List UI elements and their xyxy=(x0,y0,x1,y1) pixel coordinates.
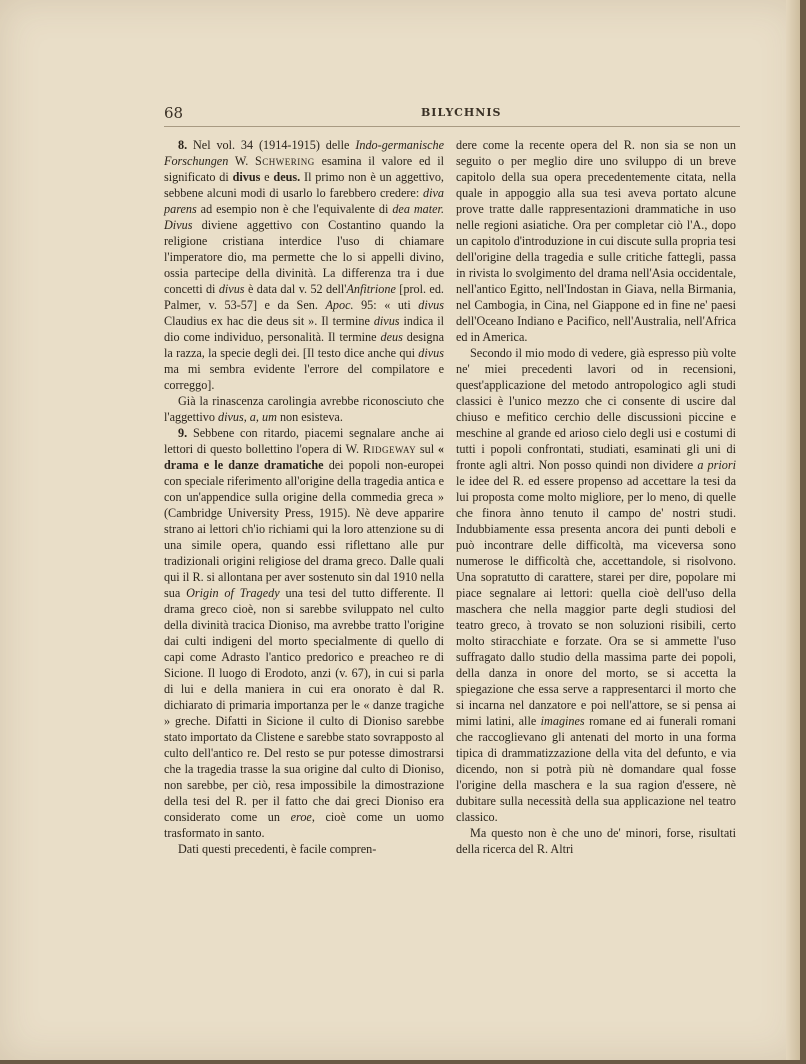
text-run: divus xyxy=(373,314,400,328)
text-run: Schwering xyxy=(255,154,315,168)
text-run: e xyxy=(260,170,274,184)
text-run: a priori xyxy=(697,458,736,472)
text-run: diva parens xyxy=(164,186,444,216)
paragraph xyxy=(164,393,444,425)
text-run: indica il dio come individuo, personalità. Il termine xyxy=(164,314,444,344)
page-header xyxy=(164,104,740,127)
text-run: le idee del R. ed essere propenso ad accettare la tesi da lui proposta come molto migliore, per lo meno, di quelle che finora ànno tenuto il campo de' nostri studi. Indubbiamente essa presenta ancora dei punti deboli e può incontrare delle difficoltà, ma viceversa sono numerose le difficoltà che, accettandole, si risolvono. Una sopratutto di carattere, starei per dire, popolare mi piace segnalare ai lettori: quella cioè dell'uso della maschera che nella maggior parte degli studiosi del teatro greco, à trovato se non soluzioni risibili, certo molto stiracchiate e forzate. Ora se si ammette l'uso suffragato dallo studio della massima parte dei popoli, della danza in onore del morto, se si accetta la spiegazione che essa serve a rappresentarci il morto che si incarna nel danzatore e poi nell'attore, se si pensa ai mimi latini, alle xyxy=(456,474,736,728)
paragraph xyxy=(164,425,444,841)
paragraph xyxy=(164,841,444,857)
text-run: divus, a, um xyxy=(217,410,277,424)
text-run: Il primo non è un aggettivo, sebbene alcuni modi di usarlo lo farebbero credere: xyxy=(164,170,444,200)
text-run: Claudius ex hac die deus sit ». Il termine xyxy=(164,314,374,328)
text-run: deus. xyxy=(273,170,301,184)
text-run: è data dal v. 52 dell' xyxy=(244,282,347,296)
text-run: Anfitrione xyxy=(346,282,396,296)
paragraph-number: 9. xyxy=(178,426,188,440)
text-run: , cioè come un uomo trasformato in santo. xyxy=(164,810,444,840)
text-run: dei popoli non-europei con speciale riferimento all'origine della tragedia antica e con un'appendice sulla origine della commedia greca » (Cambridge University Press, 1915). Nè deve apparire strano ai lettori ch'io richiami qui la loro attenzione su di una simile opera, quando essi riflettano alle pur tradizionali origini religiose del drama greco. Dalle quali qui il R. si allontana per aver sostenuto sin dal 1910 nella sua xyxy=(164,458,444,600)
text-run: divus xyxy=(232,170,261,184)
text-run: Già la rinascenza carolingia avrebbe riconosciuto che l'aggettivo xyxy=(164,394,444,424)
page-edge xyxy=(786,0,800,1060)
text-run: designa la razza, la specie degli dei. [Il testo dice anche qui xyxy=(164,330,445,360)
running-head: BILYCHNIS xyxy=(421,106,502,119)
text-run: imagines xyxy=(540,714,585,728)
text-run: dea mater. xyxy=(392,202,444,216)
text-run: Ma questo non è che uno de' minori, forse, risultati della ricerca del R. Altri xyxy=(456,826,736,856)
text-run: [prol. ed. Palmer, v. 53-57] e da Sen. xyxy=(164,282,444,312)
text-run: divus xyxy=(418,298,444,312)
text-run: una tesi del tutto differente. Il drama greco cioè, non si sarebbe sviluppato nel culto della divinità tracica Dioniso, ma avrebbe tratto l'origine dai culti indigeni del morto specialmente di quello di capi come Adrasto l'antico predorico e preacheo re di Sicione. Il luogo di Erodoto, anzi (v. 67), in cui si parla di lui e della maniera in cui era onorato è dal R. dichiarato di primaria importanza per le « danze tragiche » greche. Difatti in Sicione il culto di Dioniso sarebbe stato importato da Clistene e sarebbe stato sovrapposto al culto dell'antico re. Del resto se pur potesse dimostrarsi che la tragedia trasse la sua origine dal culto di Dioniso, non sarebbe, per ciò, resa impossibile la dimostrazione della tesi del R. per il fatto che dai greci Dioniso era considerato come un xyxy=(164,586,444,824)
text-run: Secondo il mio modo di vedere, già espresso più volte ne' miei precedenti lavori od in recensioni, quest'applicazione del metodo antropologico agli studi classici è l'unico mezzo che ci consente di uscire dal chiuso e mefitico cerchio delle discussioni piccine e meschine al grande ed arioso cielo degli usi e costumi di tutti i popoli confrontati, studiati, esaminati gli uni di fronte agli altri. Non posso quindi non dividere xyxy=(456,346,736,472)
text-run: Dati questi precedenti, è facile compren- xyxy=(178,842,377,856)
text-run: Indo-germanische Forschungen xyxy=(164,138,444,168)
paragraph xyxy=(456,345,736,825)
paragraph xyxy=(456,137,736,345)
left-column xyxy=(164,137,444,857)
text-run: romane ed ai funerali romani che raccoglievano gli antenati del morto in una forma tipica di drammatizzazione della vita del defunto, e via dicendo, non si potrà più nè domandare qual fosse l'origine della maschera e la sua ragion d'essere, nè dubitare sulla necessità della sua applicazione nel teatro classico. xyxy=(456,714,736,824)
text-run: dere come la recente opera del R. non sia se non un seguito o per meglio dire uno sviluppo di un breve capitolo della sua opera precedentemente citata, nella quale in appoggio alla sua tesi aveva portato alcune prove tratte dalle rappresentazioni drammatiche in uso nelle regioni asiatiche. Ora per completar ciò l'A., dopo un capitolo d'introduzione in cui discute sulla propria tesi dell'origine della tragedia e sulle critiche fattegli, passa in rivista lo svolgimento del drama nell'Asia occidentale, nell'antico Egitto, nell'Indostan in Giava, nella Birmania, nel Cambogia, in Cina, nel Giappone ed in fine ne' paesi dell'Oceano Indiano e Pacifico, nell'Australia, nell'Africa ed in America. xyxy=(456,138,736,344)
text-run: Apoc. xyxy=(325,298,354,312)
text-run: sul xyxy=(416,442,438,456)
text-run: eroe xyxy=(290,810,312,824)
text-run: divus xyxy=(418,346,444,360)
page-number: 68 xyxy=(164,104,184,122)
text-run: divus xyxy=(218,282,245,296)
text-run: Origin of Tragedy xyxy=(186,586,280,600)
paragraph-number: 8. xyxy=(178,138,188,152)
paragraph xyxy=(456,825,736,857)
text-run: esamina il valore ed il significato di xyxy=(164,154,444,184)
paragraph xyxy=(164,137,444,393)
text-run: « drama e le danze dramatiche xyxy=(164,442,444,472)
text-run: Ridgeway xyxy=(362,442,417,456)
text-run: ad esempio non è che l'equivalente di xyxy=(196,202,393,216)
text-run: Divus xyxy=(164,218,193,232)
right-column xyxy=(456,137,736,857)
text-run: Sebbene con ritardo, piacemi segnalare anche ai lettori di questo bollettino l'opera di W. xyxy=(164,426,444,456)
text-run: W. xyxy=(228,154,256,168)
text-run: non esisteva. xyxy=(276,410,343,424)
text-run: 95: « uti xyxy=(353,298,419,312)
text-run: deus xyxy=(380,330,403,344)
text-run: Nel vol. 34 (1914-1915) delle xyxy=(187,138,356,152)
text-run: ma mi sembra evidente l'errore del compilatore e correggo]. xyxy=(164,362,444,392)
text-run: diviene aggettivo con Costantino quando la religione cristiana interdice l'uso di chiamare l'imperatore dio, ma permette che lo si appelli divino, ossia partecipe della divinità. La differenza tra i due concetti di xyxy=(164,218,444,296)
